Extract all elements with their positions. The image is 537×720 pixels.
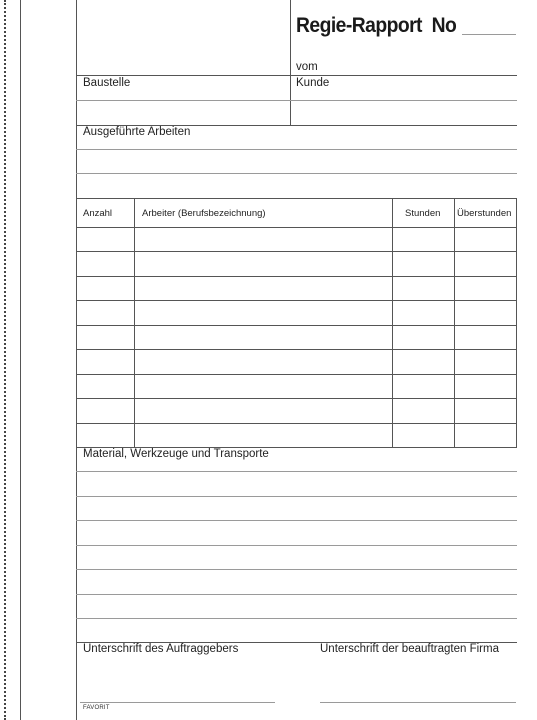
col-header-quantity: Anzahl <box>83 208 113 219</box>
materials-label: Material, Werkzeuge und Transporte <box>83 448 269 460</box>
contractor-signature-line[interactable] <box>320 702 516 703</box>
table-right-border <box>516 198 517 447</box>
customer-label: Kunde <box>296 77 330 89</box>
binding-margin-line <box>20 0 21 720</box>
table-row[interactable] <box>77 252 516 274</box>
table-row[interactable] <box>77 350 516 372</box>
title-text: Regie-Rapport <box>296 14 422 37</box>
materials-line[interactable] <box>76 618 517 619</box>
materials-line[interactable] <box>76 520 517 521</box>
brand-mark: FAVORIT <box>83 705 110 711</box>
table-row[interactable] <box>77 326 516 348</box>
table-row[interactable] <box>77 399 516 421</box>
materials-line[interactable] <box>76 545 517 546</box>
table-row[interactable] <box>77 228 516 250</box>
work-done-line[interactable] <box>76 149 517 150</box>
contractor-signature-label: Unterschrift der beauftragten Firma <box>320 643 499 655</box>
materials-line[interactable] <box>76 471 517 472</box>
number-field[interactable] <box>462 34 516 35</box>
row-separator <box>76 75 517 76</box>
materials-line[interactable] <box>76 594 517 595</box>
site-label: Baustelle <box>83 77 131 89</box>
work-done-label: Ausgeführte Arbeiten <box>83 126 191 138</box>
table-row[interactable] <box>77 277 516 299</box>
materials-line[interactable] <box>76 496 517 497</box>
table-row[interactable] <box>77 375 516 397</box>
table-row[interactable] <box>77 424 516 446</box>
materials-line[interactable] <box>76 569 517 570</box>
client-signature-label: Unterschrift des Auftraggebers <box>83 643 239 655</box>
perforation-line <box>4 0 6 720</box>
client-signature-line[interactable] <box>80 702 275 703</box>
site-customer-line[interactable] <box>76 100 517 101</box>
col-header-overtime: Überstunden <box>457 208 512 219</box>
col-header-hours: Stunden <box>405 208 441 219</box>
work-done-line[interactable] <box>76 173 517 174</box>
form-title <box>296 14 456 38</box>
header-divider <box>290 0 291 125</box>
table-row[interactable] <box>77 301 516 323</box>
table-top-border <box>76 198 517 199</box>
col-header-worker: Arbeiter (Berufsbezeichnung) <box>142 208 266 219</box>
number-label: No <box>431 14 457 37</box>
date-label: vom <box>296 61 318 73</box>
